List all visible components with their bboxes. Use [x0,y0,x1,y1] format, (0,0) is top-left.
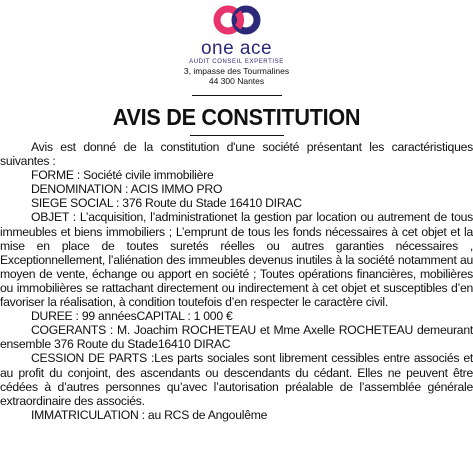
divider-top [192,95,282,96]
letterhead [0,0,473,86]
paragraph-duree-capital: DUREE : 99 annéesCAPITAL : 1 000 € [31,309,233,324]
notice-title: AVIS DE CONSTITUTION [112,104,361,130]
paragraph-cession-de-parts: CESSION DE PARTS :Les parts sociales sont librement cessibles entre associés et au profit du conjoint, des ascendants ou descendants du cédant. Elles ne peuvent être cédées à d’autres personnes qu’avec l’autorisation préalable de l’assemblée générale extraordinaire des associés. [0,351,473,408]
paragraph-denomination: DENOMINATION : ACIS IMMO PRO [31,182,223,197]
brand-tagline: AUDIT CONSEIL EXPERTISE [189,59,284,65]
divider-bottom [190,135,284,136]
brand-name: one ace [200,38,273,59]
paragraph-objet: OBJET : L’acquisition, l’administrationet la gestion par location ou autrement de tous immeubles et biens immobiliers ; L’emprunt de tous les fonds nécessaires à cet objet et la mise en place de toutes suretés réelles ou autres garanties nécessaires , Exceptionnellement, l’aliénation des immeubles devenus inutiles à la société notamment au moyen de vente, échange ou apport en société ; Toutes opérations financières, mobilières ou immobilières se rattachant directement ou indirectement à cet objet et susceptibles d’en favoriser la réalisation, à condition toutefois d’en respecter le caractère civil. [0,210,473,310]
paragraph-siege-social: SIEGE SOCIAL : 376 Route du Stade 16410 DIRAC [31,196,302,211]
paragraph-intro: Avis est donné de la constitution d'une société présentant les caractéristiques suivantes : [0,140,473,169]
address-line-2: 44 300 Nantes [208,76,265,86]
paragraph-cogerants: COGERANTS : M. Joachim ROCHETEAU et Mme Axelle ROCHETEAU demeurant ensemble 376 Route du Stade16410 DIRAC [0,323,473,352]
paragraph-immatriculation: IMMATRICULATION : au RCS de Angoulême [31,407,268,422]
paragraph-forme: FORME : Société civile immobilière [31,168,214,183]
one-ace-logo-icon [209,3,265,37]
notice-body [0,140,473,422]
address-line-1: 3, impasse des Tourmalines [183,66,290,76]
